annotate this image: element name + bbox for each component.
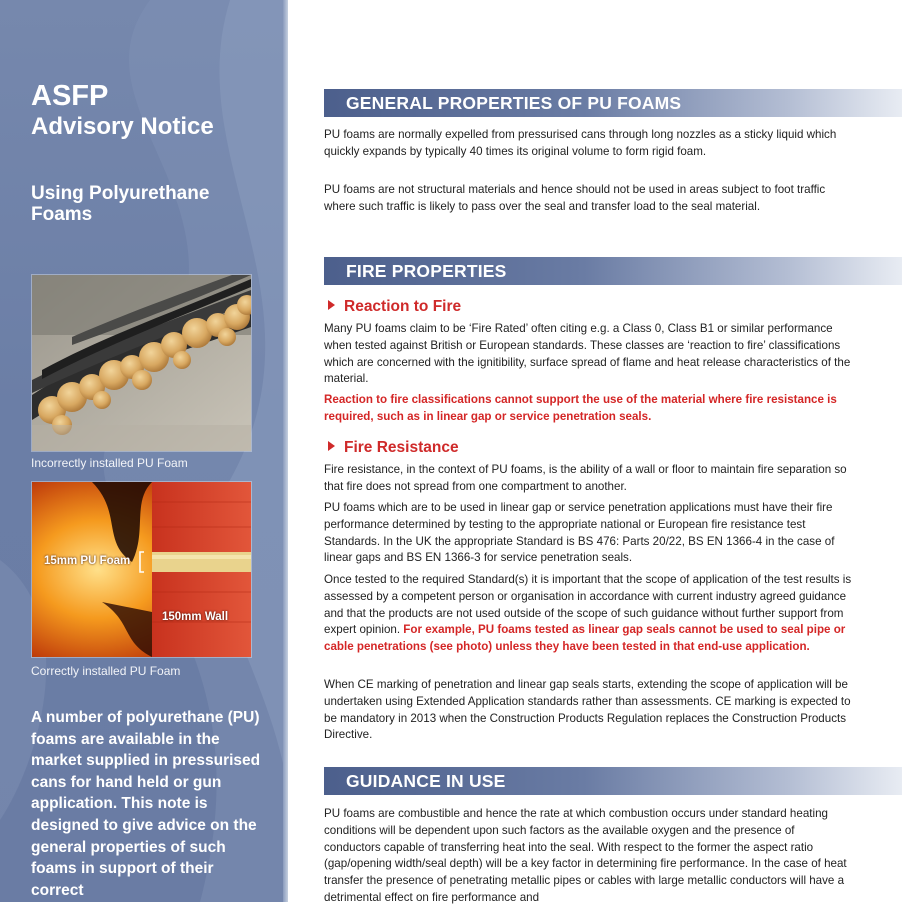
reaction-heading-text: Reaction to Fire (344, 298, 462, 315)
general-paragraph-1: PU foams are normally expelled from pressurised cans through long nozzles as a sticky liquid which quickly expands by typically 40 times its original volume to form rigid foam. (324, 128, 837, 158)
foam-thickness-label: 15mm PU Foam (44, 555, 131, 567)
photo-incorrect-installation (31, 274, 252, 452)
resistance-paragraph-3-text: Once tested to the required Standard(s) it is important that the scope of application of the test results is assessed by a competent person or organisation in accordance with current industry agreed guidance and that the products are not used outside of the scope of such guidance without further support from expert opinion. (324, 573, 852, 637)
section-header-general (324, 89, 902, 117)
photo-incorrect-image (32, 275, 251, 451)
arrow-right-icon (328, 441, 335, 451)
brand-acronym: ASFP (31, 80, 109, 112)
resistance-paragraph-2: PU foams which are to be used in linear gap or service penetration applications must have their fire performance determined by testing to the appropriate national or European fire resistance test Standards. In the UK the appropriate Standard is BS 476: Parts 20/22, BS EN 1366-4 in the case of linear gaps and BS EN 1366-3 for service penetration seals. (324, 501, 835, 565)
wall-thickness-label: 150mm Wall (162, 611, 229, 623)
resistance-paragraph-3 (324, 572, 854, 656)
resistance-heading-text: Fire Resistance (344, 439, 459, 456)
intro-text: A number of polyurethane (PU) foams are available in the market supplied in pressurised cans for hand held or gun application. This note is designed to give advice on the general properties of such foams in support of their correct (31, 709, 261, 899)
sidebar (0, 0, 288, 902)
photo-incorrect-caption: Incorrectly installed PU Foam (31, 456, 188, 470)
arrow-right-icon (328, 300, 335, 310)
resistance-paragraph-3-warning: For example, PU foams tested as linear gap seals cannot be used to seal pipe or cable penetrations (see photo) unless they have been tested in that end-use application. (324, 623, 846, 654)
guidance-paragraph-1: PU foams are combustible and hence the rate at which combustion occurs under standard heating conditions will be dependent upon such factors as the available oxygen and the presence of conductors capable of transferring heat into the seal. With respect to the former the aspect ratio (gap/opening width/seal depth) will be a key factor in determining fire performance. In the case of heat transfer the presence of penetrating metallic pipes or cables with large metallic conductors will have a detrimental effect on fire performance and (324, 807, 847, 904)
reaction-paragraph-1: Many PU foams claim to be ‘Fire Rated’ often citing e.g. a Class 0, Class B1 or similar performance when tested against British or European standards. These classes are ‘reaction to fire’ classifications which are concerned with the ignitibility, surface spread of flame and heat release characteristics of the material. (324, 322, 851, 386)
photo-correct-installation (31, 481, 252, 658)
photo-correct-caption: Correctly installed PU Foam (31, 664, 181, 678)
subheading-reaction-to-fire (328, 297, 461, 317)
photo-correct-image (32, 482, 251, 657)
brand-title (31, 80, 214, 142)
sidebar-edge (283, 0, 288, 902)
resistance-paragraph-1: Fire resistance, in the context of PU foams, is the ability of a wall or floor to maintain fire separation so that fire does not spread from one compartment to another. (324, 463, 847, 493)
document-subtitle: Using Polyurethane Foams (31, 183, 210, 225)
section-header-fire (324, 257, 902, 285)
subheading-fire-resistance (328, 438, 459, 458)
resistance-paragraph-4: When CE marking of penetration and linear gap seals starts, extending the scope of application will be undertaken using Extended Application standards rather than assessments. CE marking is expected to be mandatory in 2013 when the Construction Products Regulation replaces the Construction Products Directive. (324, 678, 851, 742)
section-title-general: GENERAL PROPERTIES OF PU FOAMS (346, 93, 682, 113)
general-paragraph-2: PU foams are not structural materials and hence should not be used in areas subject to foot traffic where such traffic is likely to pass over the seal and transfer load to the seal material. (324, 183, 826, 213)
main-content (324, 0, 902, 902)
section-title-guidance: GUIDANCE IN USE (346, 771, 506, 791)
section-title-fire: FIRE PROPERTIES (346, 261, 507, 281)
brand-subtitle: Advisory Notice (31, 113, 214, 140)
section-header-guidance (324, 767, 902, 795)
reaction-warning: Reaction to fire classifications cannot support the use of the material where fire resistance is required, such as in linear gap or service penetration seals. (324, 393, 837, 423)
